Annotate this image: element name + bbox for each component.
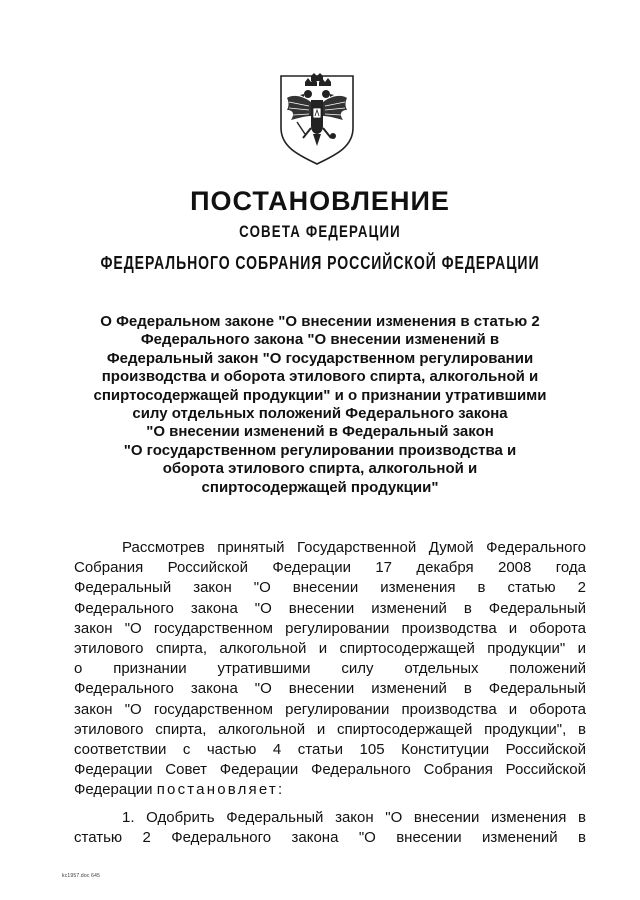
- body-line: статью 2 Федерального закона "О внесении изменений в: [74, 829, 586, 847]
- subject-line: Федерального закона "О внесении изменений в: [140, 331, 500, 349]
- body-line: 1. Одобрить Федеральный закон "О внесении изменения в: [122, 809, 586, 826]
- body-paragraph-1: [74, 538, 586, 800]
- body-line: Федерации Совет Федерации Федерального Собрания Российской: [74, 761, 586, 779]
- body-line-prefix: Федерации: [74, 781, 157, 799]
- body-line-final: [74, 780, 586, 800]
- document-title: ПОСТАНОВЛЕНИЕ: [190, 186, 450, 216]
- body-line: этилового спирта, алкогольной и спиртосодержащей продукции" и: [74, 639, 586, 657]
- coat-of-arms-emblem-icon: [275, 72, 359, 166]
- document-subtitle-line1: СОВЕТА ФЕДЕРАЦИИ: [239, 222, 401, 241]
- subject-line: "О внесении изменений в Федеральный закон: [146, 423, 494, 441]
- body-line: Федерального закона "О внесении изменений в Федеральный: [74, 680, 586, 698]
- subject-line: силу отдельных положений Федерального закона: [132, 405, 508, 423]
- subject-line: Федеральный закон "О государственном регулировании: [106, 349, 534, 367]
- body-line: этилового спирта, алкогольной и спиртосодержащей продукции", в: [74, 720, 586, 738]
- subject-line: оборота этилового спирта, алкогольной и: [162, 460, 478, 478]
- subject-line: спиртосодержащей продукции": [201, 478, 439, 496]
- body-line: о признании утратившими силу отдельных положений: [74, 660, 586, 678]
- body-line: Рассмотрев принятый Государственной Думой Федерального: [122, 539, 586, 556]
- body-line: закон "О государственном регулировании производства и оборота: [74, 619, 586, 637]
- resolution-verb: постановляет: [156, 781, 278, 799]
- document-footer-code: kc1957.doc 645: [62, 873, 101, 879]
- body-line-suffix: :: [277, 781, 283, 799]
- subject-line: "О государственном регулировании производства и: [123, 441, 517, 459]
- body-paragraph-2: [74, 808, 586, 848]
- body-line: соответствии с частью 4 статьи 105 Конституции Российской: [74, 740, 586, 758]
- subject-line: спиртосодержащей продукции" и о признании утратившими: [93, 386, 547, 404]
- document-subject: [70, 313, 570, 497]
- subject-line: О Федеральном законе "О внесении изменения в статью 2: [100, 313, 540, 330]
- document-subtitle-line2: ФЕДЕРАЛЬНОГО СОБРАНИЯ РОССИЙСКОЙ ФЕДЕРАЦИИ: [100, 253, 540, 273]
- body-line: Федерального закона "О внесении изменений в Федеральный: [74, 599, 586, 617]
- body-line: Федеральный закон "О внесении изменения в статью 2: [74, 579, 586, 597]
- body-line: закон "О государственном регулировании производства и оборота: [74, 700, 586, 718]
- body-line: Собрания Российской Федерации 17 декабря 2008 года: [74, 559, 586, 577]
- subject-line: производства и оборота этилового спирта, алкогольной и: [101, 368, 539, 386]
